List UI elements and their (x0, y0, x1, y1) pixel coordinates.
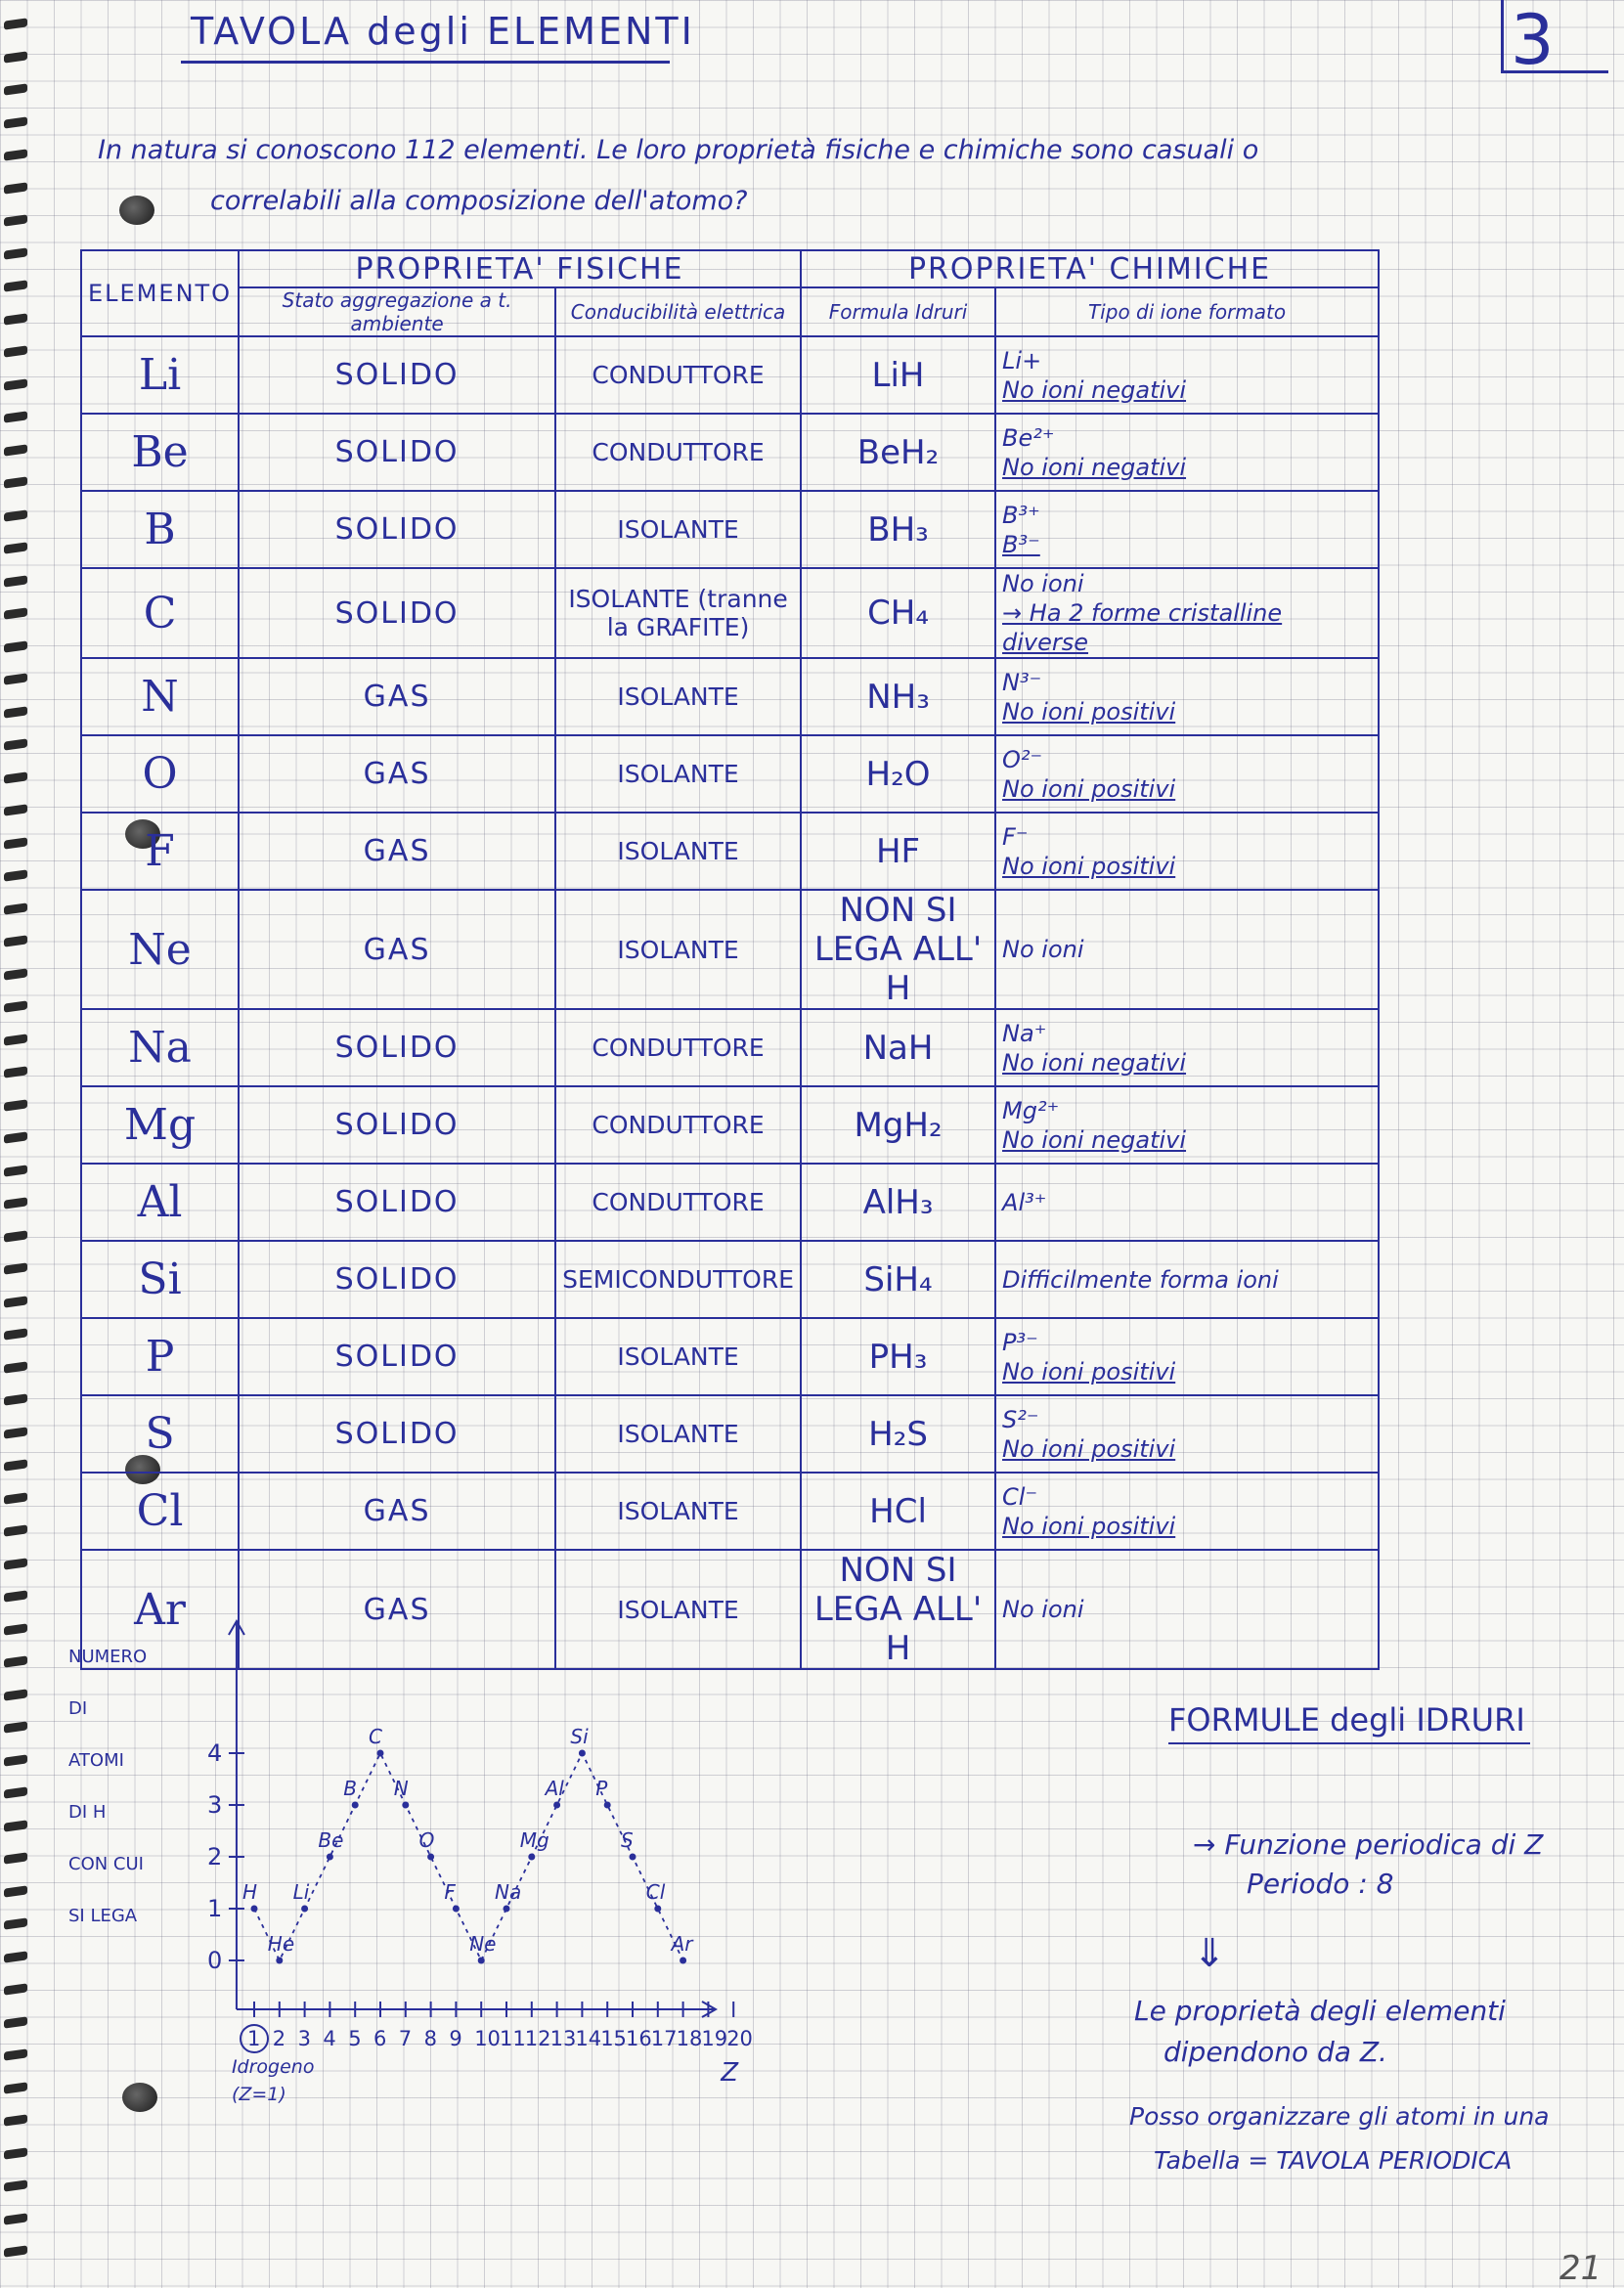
table-row (81, 336, 1379, 414)
x-tick-label: 1 (247, 2027, 261, 2050)
ion-note: No ioni positivi (1002, 1512, 1176, 1540)
y-tick-label: 2 (206, 1843, 223, 1870)
ion-note: No ioni positivi (1002, 1434, 1176, 1463)
spiral-ring (4, 1951, 27, 1962)
spiral-ring (4, 1721, 27, 1733)
state-cell: SOLIDO (239, 1009, 555, 1086)
ion-note: No ioni negativi (1002, 1048, 1187, 1077)
element-symbol: Ar (81, 1550, 239, 1669)
hydride-formula-cell: HF (801, 813, 995, 890)
x-tick-label: 4 (323, 2027, 336, 2050)
table-row (81, 890, 1379, 1009)
spiral-ring (4, 1000, 27, 1012)
data-point (630, 1854, 636, 1861)
data-point (301, 1906, 308, 1913)
state-cell: SOLIDO (239, 1318, 555, 1395)
state-cell: SOLIDO (239, 336, 555, 414)
spiral-ring (4, 738, 27, 750)
spiral-ring (4, 640, 27, 652)
state-cell: SOLIDO (239, 1086, 555, 1164)
element-symbol: P (81, 1318, 239, 1395)
element-symbol: Si (81, 1241, 239, 1318)
spiral-ring (4, 280, 27, 291)
state-cell: GAS (239, 890, 555, 1009)
element-symbol: Na (81, 1009, 239, 1086)
spiral-ring (4, 1689, 27, 1700)
table-row (81, 658, 1379, 735)
conductivity-cell: ISOLANTE (tranne la GRAFITE) (555, 568, 801, 658)
spiral-ring (4, 51, 27, 63)
data-point (352, 1802, 359, 1809)
ion-type: Al³⁺ (1002, 1188, 1047, 1216)
spiral-ring (4, 1165, 27, 1176)
spiral-ring (4, 1361, 27, 1373)
state-cell: SOLIDO (239, 1241, 555, 1318)
data-point (427, 1854, 434, 1861)
ion-note: No ioni positivi (1002, 774, 1176, 803)
data-point (276, 1958, 283, 1964)
ion-cell (995, 336, 1379, 414)
data-point-label: Al (545, 1777, 564, 1800)
data-point-label: F (444, 1880, 456, 1904)
spiral-ring (4, 1754, 27, 1766)
ion-note: No ioni negativi (1002, 1125, 1187, 1154)
data-point (251, 1906, 258, 1913)
spiral-ring (4, 542, 27, 553)
x-tick-label: 2 (272, 2027, 286, 2050)
hydride-formula-cell: BH₃ (801, 491, 995, 568)
y-tick-label: 0 (206, 1947, 223, 1974)
table-row (81, 1009, 1379, 1086)
ion-type: Na⁺ (1002, 1019, 1047, 1047)
spiral-ring (4, 2213, 27, 2224)
element-symbol: B (81, 491, 239, 568)
conductivity-cell: SEMICONDUTTORE (555, 1241, 801, 1318)
y-axis-label: NUMERO (68, 1647, 148, 1667)
x-tick-label: 16 (626, 2027, 652, 2050)
x-tick-label: 13 (549, 2027, 577, 2050)
data-point-label: He (267, 1932, 295, 1956)
table-row (81, 1473, 1379, 1550)
conductivity-cell: ISOLANTE (555, 491, 801, 568)
header-elemento: ELEMENTO (81, 250, 239, 336)
state-cell: GAS (239, 735, 555, 813)
ion-cell (995, 1241, 1379, 1318)
element-symbol: S (81, 1395, 239, 1473)
table-row (81, 1241, 1379, 1318)
ion-cell (995, 1086, 1379, 1164)
x-tick-label: 3 (297, 2027, 311, 2050)
ion-type: S²⁻ (1002, 1405, 1039, 1433)
spiral-ring (4, 1917, 27, 1929)
x-tick-label: 7 (398, 2027, 413, 2050)
subheader-conducibilita: Conducibilità elettrica (555, 287, 801, 336)
spiral-ring (4, 378, 27, 390)
side-line-4: dipendono da Z. (1163, 2036, 1387, 2068)
ion-type: O²⁻ (1002, 745, 1043, 773)
y-axis-label: ATOMI (68, 1750, 124, 1771)
header-chimiche: PROPRIETA' CHIMICHE (801, 250, 1379, 287)
data-point-label: S (621, 1828, 634, 1852)
hydrogen-note: (Z=1) (231, 2084, 286, 2105)
page-number-box (1501, 0, 1504, 73)
page-number: 3 (1511, 0, 1555, 80)
ion-note: No ioni negativi (1002, 453, 1187, 481)
ion-cell (995, 1550, 1379, 1669)
data-point-label: Cl (645, 1880, 666, 1904)
spiral-ring (4, 1459, 27, 1471)
x-tick-label: 17 (650, 2027, 678, 2050)
spiral-ring (4, 1885, 27, 1897)
element-symbol: Li (81, 336, 239, 414)
spiral-ring (4, 1427, 27, 1438)
hydride-formula-cell: CH₄ (801, 568, 995, 658)
x-tick-label: 19 (701, 2027, 728, 2050)
table-row (81, 414, 1379, 491)
data-point-label: Ar (671, 1932, 693, 1956)
ion-type: B³⁺ (1002, 501, 1040, 529)
x-tick-label: 20 (726, 2027, 753, 2050)
conductivity-cell: ISOLANTE (555, 813, 801, 890)
data-point-label: Na (495, 1880, 522, 1904)
conductivity-cell: CONDUTTORE (555, 1009, 801, 1086)
element-symbol: N (81, 658, 239, 735)
spiral-ring (4, 411, 27, 422)
data-point (579, 1750, 586, 1757)
table-row (81, 1395, 1379, 1473)
spiral-ring (4, 2179, 27, 2191)
x-tick-label: 11 (500, 2027, 526, 2050)
ion-type: Be²⁺ (1002, 423, 1055, 452)
ion-cell (995, 1473, 1379, 1550)
spiral-ring (4, 2048, 27, 2060)
hydride-formula-cell: NON SI LEGA ALL' H (801, 1550, 995, 1669)
data-point (680, 1958, 686, 1964)
hydride-formula-cell: HCl (801, 1473, 995, 1550)
conductivity-cell: CONDUTTORE (555, 1086, 801, 1164)
hydride-formula-cell: BeH₂ (801, 414, 995, 491)
side-line-6: Tabella = TAVOLA PERIODICA (1154, 2146, 1513, 2175)
spiral-ring (4, 345, 27, 357)
data-point (553, 1802, 560, 1809)
spiral-ring (4, 2147, 27, 2159)
ion-type: No ioni (1002, 570, 1084, 597)
ion-cell (995, 735, 1379, 813)
x-tick-label: 10 (474, 2027, 501, 2050)
spiral-ring (4, 2245, 27, 2257)
state-cell: GAS (239, 813, 555, 890)
y-tick-label: 3 (206, 1791, 223, 1819)
state-cell: SOLIDO (239, 491, 555, 568)
ion-type: Cl⁻ (1002, 1482, 1038, 1511)
intro-line-1: In natura si conoscono 112 elementi. Le loro proprietà fisiche e chimiche sono casuali o (98, 135, 1259, 165)
spiral-ring (4, 1230, 27, 1242)
data-point (528, 1854, 535, 1861)
hydride-formula-cell: NH₃ (801, 658, 995, 735)
spiral-ring (4, 214, 27, 226)
spiral-ring (4, 575, 27, 587)
spiral-ring (4, 313, 27, 325)
hydride-formula-cell: SiH₄ (801, 1241, 995, 1318)
spiral-ring (4, 1524, 27, 1536)
ion-note: No ioni negativi (1002, 375, 1187, 404)
spiral-ring (4, 804, 27, 815)
table-row (81, 813, 1379, 890)
state-cell: SOLIDO (239, 414, 555, 491)
corner-number: 21 (1559, 2249, 1602, 2288)
element-symbol: Be (81, 414, 239, 491)
ion-cell (995, 568, 1379, 658)
spiral-ring (4, 247, 27, 259)
state-cell: GAS (239, 1473, 555, 1550)
x-tick-label: 6 (373, 2027, 387, 2050)
table-row (81, 491, 1379, 568)
spiral-ring (4, 968, 27, 980)
spiral-ring (4, 1131, 27, 1143)
x-tick-label: 8 (423, 2027, 437, 2050)
spiral-ring (4, 18, 27, 29)
spiral-binding (0, 0, 39, 2287)
spiral-ring (4, 1623, 27, 1635)
data-point (402, 1802, 409, 1809)
element-symbol: C (81, 568, 239, 658)
spiral-ring (4, 1034, 27, 1045)
spiral-ring (4, 1492, 27, 1504)
punch-hole (119, 196, 154, 225)
spiral-ring (4, 1328, 27, 1340)
side-line-1: → Funzione periodica di Z (1193, 1828, 1544, 1861)
spiral-ring (4, 476, 27, 488)
spiral-ring (4, 771, 27, 783)
spiral-ring (4, 2082, 27, 2093)
spiral-ring (4, 1590, 27, 1602)
x-tick-label: 12 (524, 2027, 551, 2050)
ion-type: N³⁻ (1002, 668, 1042, 696)
data-point-label: Si (570, 1725, 589, 1748)
conductivity-cell: ISOLANTE (555, 658, 801, 735)
hydride-chart (68, 1604, 753, 2151)
data-point (604, 1802, 611, 1809)
data-point (654, 1906, 661, 1913)
side-title: FORMULE degli IDRURI (1168, 1701, 1525, 1738)
subheader-ione: Tipo di ione formato (995, 287, 1379, 336)
element-symbol: Mg (81, 1086, 239, 1164)
conductivity-cell: ISOLANTE (555, 1550, 801, 1669)
hydride-formula-cell: H₂O (801, 735, 995, 813)
x-tick-label: 18 (676, 2027, 703, 2050)
side-arrow: ⇓ (1193, 1931, 1226, 1976)
hydride-formula-cell: LiH (801, 336, 995, 414)
data-point-label: Ne (469, 1932, 497, 1956)
spiral-ring (4, 1066, 27, 1078)
ion-note: No ioni positivi (1002, 1357, 1176, 1386)
spiral-ring (4, 869, 27, 881)
table-row (81, 1086, 1379, 1164)
side-line-3: Le proprietà degli elementi (1134, 1995, 1506, 2027)
state-cell: GAS (239, 658, 555, 735)
side-line-2: Periodo : 8 (1247, 1868, 1394, 1900)
spiral-ring (4, 1786, 27, 1798)
spiral-ring (4, 1296, 27, 1307)
x-tick-label: 14 (575, 2027, 602, 2050)
conductivity-cell: CONDUTTORE (555, 336, 801, 414)
state-cell: SOLIDO (239, 1395, 555, 1473)
side-line-5: Posso organizzare gli atomi in una (1129, 2102, 1550, 2131)
spiral-ring (4, 1197, 27, 1209)
hydride-series-line (254, 1753, 683, 1960)
table-row (81, 1164, 1379, 1241)
spiral-ring (4, 1393, 27, 1405)
conductivity-cell: ISOLANTE (555, 735, 801, 813)
table-row (81, 735, 1379, 813)
table-row (81, 1318, 1379, 1395)
hydride-formula-cell: H₂S (801, 1395, 995, 1473)
intro-line-2: correlabili alla composizione dell'atomo? (210, 186, 748, 216)
state-cell: SOLIDO (239, 1164, 555, 1241)
spiral-ring (4, 902, 27, 914)
x-tick-label: 9 (449, 2027, 462, 2050)
state-cell: GAS (239, 1550, 555, 1669)
ion-type: P³⁻ (1002, 1328, 1038, 1356)
conductivity-cell: ISOLANTE (555, 890, 801, 1009)
y-tick-label: 4 (206, 1739, 223, 1767)
ion-cell (995, 1395, 1379, 1473)
conductivity-cell: CONDUTTORE (555, 1164, 801, 1241)
conductivity-cell: ISOLANTE (555, 1473, 801, 1550)
spiral-ring (4, 706, 27, 718)
hydride-formula-cell: NON SI LEGA ALL' H (801, 890, 995, 1009)
ion-cell (995, 414, 1379, 491)
y-tick-label: 1 (206, 1895, 223, 1922)
data-point (504, 1906, 510, 1913)
data-point-label: H (242, 1880, 258, 1904)
y-axis-label: DI H (68, 1802, 107, 1823)
hydrogen-note: Idrogeno (231, 2056, 315, 2078)
y-axis-label: DI (68, 1698, 88, 1719)
ion-cell (995, 890, 1379, 1009)
ion-cell (995, 658, 1379, 735)
hydride-formula-cell: NaH (801, 1009, 995, 1086)
spiral-ring (4, 509, 27, 521)
data-point-label: N (393, 1777, 409, 1800)
data-point-label: C (369, 1725, 382, 1748)
spiral-ring (4, 2016, 27, 2028)
spiral-ring (4, 1099, 27, 1111)
spiral-ring (4, 1983, 27, 1995)
spiral-ring (4, 116, 27, 128)
element-symbol: Cl (81, 1473, 239, 1550)
element-symbol: O (81, 735, 239, 813)
conductivity-cell: ISOLANTE (555, 1395, 801, 1473)
conductivity-cell: CONDUTTORE (555, 414, 801, 491)
header-fisiche: PROPRIETA' FISICHE (239, 250, 801, 287)
data-point-label: Mg (519, 1828, 549, 1852)
ion-type: No ioni (1002, 936, 1084, 963)
title-underline (181, 61, 670, 64)
spiral-ring (4, 1820, 27, 1831)
ion-note: No ioni positivi (1002, 697, 1176, 726)
data-point (478, 1958, 485, 1964)
y-axis-label: CON CUI (68, 1854, 144, 1874)
element-symbol: Ne (81, 890, 239, 1009)
hydride-formula-cell: PH₃ (801, 1318, 995, 1395)
spiral-ring (4, 673, 27, 684)
element-symbol: F (81, 813, 239, 890)
spiral-ring (4, 607, 27, 619)
spiral-ring (4, 1558, 27, 1569)
spiral-ring (4, 2114, 27, 2126)
ion-type: No ioni (1002, 1596, 1084, 1623)
subheader-stato: Stato aggregazione a t. ambiente (239, 287, 555, 336)
page-title: TAVOLA degli ELEMENTI (191, 10, 695, 53)
data-point-label: Be (318, 1828, 344, 1852)
ion-note: No ioni positivi (1002, 852, 1176, 880)
spiral-ring (4, 837, 27, 849)
subheader-formula: Formula Idruri (801, 287, 995, 336)
elements-table (80, 249, 1380, 1670)
spiral-ring (4, 1262, 27, 1274)
spiral-ring (4, 1655, 27, 1667)
ion-type: F⁻ (1002, 822, 1029, 851)
hydride-formula-cell: AlH₃ (801, 1164, 995, 1241)
data-point (377, 1750, 384, 1757)
ion-cell (995, 491, 1379, 568)
ion-cell (995, 1009, 1379, 1086)
table-row (81, 568, 1379, 658)
ion-type: Li+ (1002, 346, 1042, 374)
data-point-label: Li (292, 1880, 310, 1904)
spiral-ring (4, 1852, 27, 1864)
spiral-ring (4, 935, 27, 946)
ion-type: Mg²⁺ (1002, 1096, 1060, 1124)
data-point-label: B (343, 1777, 357, 1800)
data-point-label: O (418, 1828, 435, 1852)
ion-cell (995, 1318, 1379, 1395)
conductivity-cell: ISOLANTE (555, 1318, 801, 1395)
data-point-label: P (595, 1777, 608, 1800)
ion-type: Difficilmente forma ioni (1002, 1265, 1279, 1294)
state-cell: SOLIDO (239, 568, 555, 658)
spiral-ring (4, 83, 27, 95)
data-point (453, 1906, 460, 1913)
spiral-ring (4, 444, 27, 456)
intro-text (98, 125, 1418, 227)
ion-cell (995, 1164, 1379, 1241)
side-title-underline (1168, 1742, 1530, 1744)
ion-note: B³⁻ (1002, 530, 1040, 558)
ion-note: → Ha 2 forme cristalline diverse (1002, 599, 1283, 656)
x-axis-label: Z (721, 2058, 739, 2088)
y-axis-label: SI LEGA (68, 1906, 138, 1926)
data-point (327, 1854, 333, 1861)
element-symbol: Al (81, 1164, 239, 1241)
x-tick-label: 15 (600, 2027, 627, 2050)
hydride-formula-cell: MgH₂ (801, 1086, 995, 1164)
spiral-ring (4, 182, 27, 194)
spiral-ring (4, 149, 27, 160)
x-tick-label: 5 (348, 2027, 362, 2050)
ion-cell (995, 813, 1379, 890)
